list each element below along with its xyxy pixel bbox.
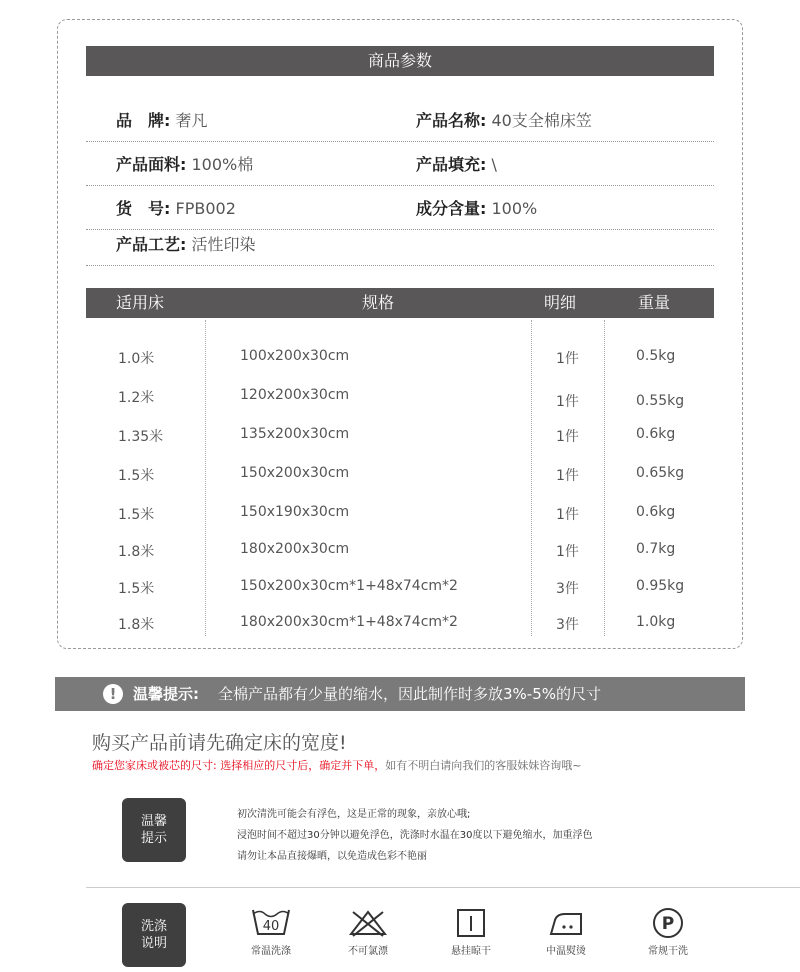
- care-label: 常温洗涤: [251, 946, 291, 957]
- param-label: 货 号:: [116, 199, 171, 218]
- cell-bed: 1.5米: [118, 581, 155, 597]
- dry-clean-p-icon: [647, 906, 689, 940]
- care-item-dryclean: [628, 906, 708, 957]
- param-value: 100%: [491, 199, 538, 218]
- table-row: [86, 578, 714, 602]
- cell-spec: 100x200x30cm: [240, 348, 350, 364]
- cell-bed: 1.8米: [118, 544, 155, 560]
- size-table-header: [86, 288, 714, 318]
- notice-badge: [122, 798, 186, 862]
- cell-detail: 3件: [556, 581, 579, 597]
- param-label: 产品名称:: [416, 111, 487, 130]
- cell-spec: 150x200x30cm: [240, 465, 350, 481]
- divider: [86, 887, 800, 888]
- wash-badge-line: 说明: [140, 936, 167, 951]
- care-item-iron: [526, 906, 606, 957]
- iron-medium-icon: [545, 906, 587, 940]
- no-bleach-icon: [347, 906, 389, 940]
- param-value: FPB002: [175, 199, 236, 218]
- param-label: 成分含量:: [416, 199, 487, 218]
- table-row: [86, 504, 714, 528]
- cell-weight: 0.5kg: [636, 348, 676, 364]
- cell-bed: 1.8米: [118, 617, 155, 633]
- col-header-spec: 规格: [362, 293, 395, 312]
- cell-bed: 1.2米: [118, 390, 155, 406]
- cell-weight: 0.7kg: [636, 541, 676, 557]
- col-header-bed: 适用床: [116, 293, 165, 312]
- col-header-detail: 明细: [544, 293, 577, 312]
- wash-tub-40-icon: [250, 906, 292, 940]
- cell-weight: 1.0kg: [636, 614, 676, 630]
- wash-badge-line: 洗涤: [140, 919, 167, 934]
- hang-dry-icon: [450, 906, 492, 940]
- param-value: 100%棉: [191, 155, 254, 174]
- cell-bed: 1.5米: [118, 507, 155, 523]
- care-item-wash: [231, 906, 311, 957]
- param-label: 产品面料:: [116, 155, 187, 174]
- cell-spec: 150x200x30cm*1+48x74cm*2: [240, 578, 458, 594]
- notice-line: 浸泡时间不超过30分钟以避免浮色，洗涤时水温在30度以下避免缩水，加重浮色: [237, 830, 593, 841]
- param-value: \: [491, 155, 497, 174]
- cell-weight: 0.55kg: [636, 393, 685, 409]
- tip-label: 温馨提示:: [133, 685, 199, 703]
- tip-text: 全棉产品都有少量的缩水，因此制作时多放3%-5%的尺寸: [218, 685, 602, 703]
- param-row: [86, 142, 714, 186]
- buy-warning: [92, 757, 581, 773]
- cell-detail: 1件: [556, 351, 579, 367]
- param-row: [86, 222, 714, 266]
- notice-line: 初次清洗可能会有浮色，这是正常的现象，亲放心哦;: [237, 809, 471, 820]
- param-content: [416, 196, 537, 219]
- table-row: [86, 426, 714, 450]
- params-title: 商品参数: [86, 46, 714, 76]
- care-label: 中温熨烫: [546, 946, 586, 957]
- care-label: 不可氯漂: [348, 946, 388, 957]
- tub-temp: 40: [262, 919, 280, 934]
- cell-spec: 150x190x30cm: [240, 504, 350, 520]
- tip-bar: [55, 677, 745, 711]
- cell-spec: 180x200x30cm*1+48x74cm*2: [240, 614, 458, 630]
- param-value: 奢凡: [175, 111, 208, 130]
- param-value: 40支全棉床笠: [491, 111, 592, 130]
- param-value: 活性印染: [191, 235, 256, 254]
- cell-detail: 1件: [556, 507, 579, 523]
- param-brand: [116, 108, 208, 131]
- care-item-dry: [431, 906, 511, 957]
- buy-warning-red: 确定您家床或被芯的尺寸: 选择相应的尺寸后，确定并下单，: [92, 759, 386, 772]
- care-label: 常规干洗: [648, 946, 688, 957]
- care-label: 悬挂晾干: [451, 946, 491, 957]
- param-label: 品 牌:: [116, 111, 171, 130]
- table-row: [86, 465, 714, 489]
- cell-bed: 1.0米: [118, 351, 155, 367]
- cell-weight: 0.95kg: [636, 578, 685, 594]
- notice-line: 请勿让本品直接爆晒，以免造成色彩不艳丽: [237, 851, 427, 862]
- param-product-name: [416, 108, 592, 131]
- table-row: [86, 387, 714, 411]
- cell-bed: 1.35米: [118, 429, 164, 445]
- cell-detail: 1件: [556, 429, 579, 445]
- param-craft: [116, 232, 256, 255]
- param-fabric: [116, 152, 253, 175]
- care-item-bleach: [328, 906, 408, 957]
- notice-badge-line: 提示: [140, 831, 167, 846]
- cell-weight: 0.6kg: [636, 504, 676, 520]
- param-item-no: [116, 196, 236, 219]
- cell-bed: 1.5米: [118, 468, 155, 484]
- cell-spec: 135x200x30cm: [240, 426, 350, 442]
- cell-detail: 3件: [556, 617, 579, 633]
- cell-spec: 120x200x30cm: [240, 387, 350, 403]
- param-row: [86, 98, 714, 142]
- param-label: 产品填充:: [416, 155, 487, 174]
- wash-badge: [122, 903, 186, 967]
- cell-detail: 1件: [556, 468, 579, 484]
- cell-weight: 0.6kg: [636, 426, 676, 442]
- table-row: [86, 348, 714, 372]
- table-row: [86, 614, 714, 638]
- buy-title: 购买产品前请先确定床的宽度!: [92, 732, 347, 754]
- table-row: [86, 541, 714, 565]
- exclamation-icon: !: [103, 684, 123, 704]
- col-header-weight: 重量: [638, 293, 671, 312]
- param-filling: [416, 152, 497, 175]
- dryclean-letter: P: [661, 914, 675, 934]
- cell-spec: 180x200x30cm: [240, 541, 350, 557]
- notice-badge-line: 温馨: [140, 814, 167, 829]
- param-label: 产品工艺:: [116, 235, 187, 254]
- cell-detail: 1件: [556, 544, 579, 560]
- cell-detail: 1件: [556, 394, 579, 410]
- cell-weight: 0.65kg: [636, 465, 685, 481]
- buy-warning-gray: 如有不明白请向我们的客服妹妹咨询哦~: [385, 759, 582, 772]
